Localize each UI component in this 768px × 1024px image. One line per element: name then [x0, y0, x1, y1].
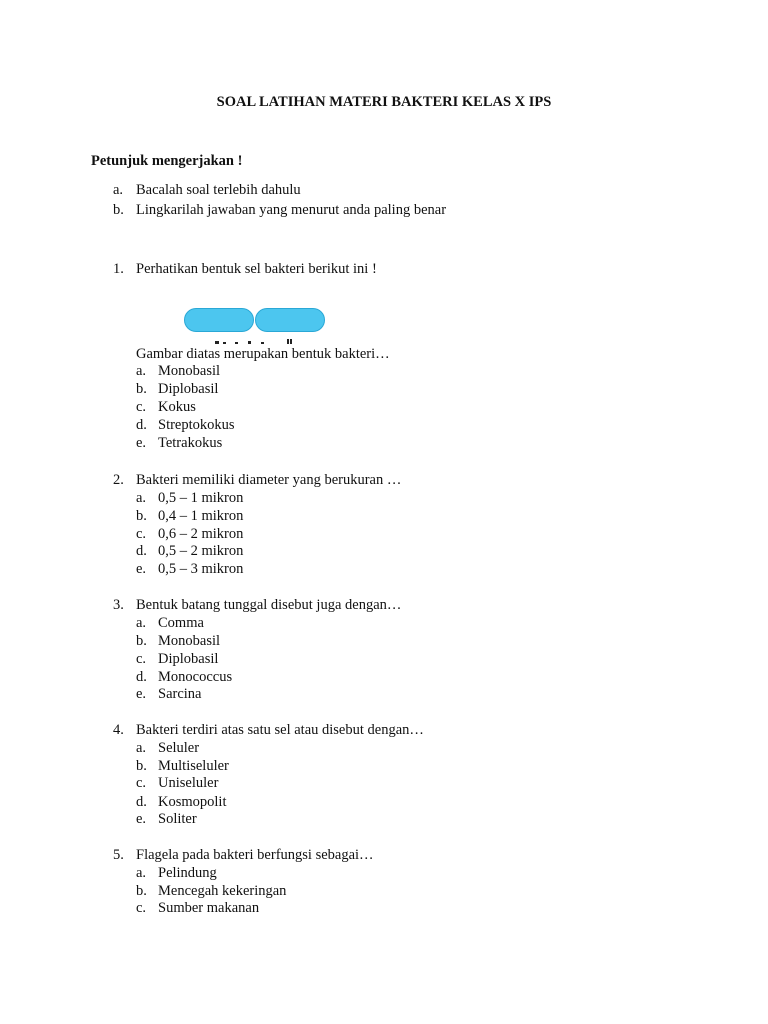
- option: [136, 739, 199, 757]
- instruction-text: Lingkarilah jawaban yang menurut anda paling benar: [136, 202, 447, 218]
- option-text: Diplobasil: [158, 651, 219, 667]
- option-text: 0,5 – 1 mikron: [158, 490, 244, 506]
- option-text: Kokus: [158, 399, 196, 415]
- bacteria-cell: [184, 308, 254, 332]
- cropped-label-marks: [215, 338, 295, 344]
- option-text: Streptokokus: [158, 417, 235, 433]
- question-5: [113, 846, 374, 864]
- option-text: 0,5 – 2 mikron: [158, 543, 244, 559]
- option: [136, 810, 197, 828]
- option: [136, 434, 222, 452]
- option-label: b.: [136, 381, 147, 397]
- question-2: [113, 471, 401, 489]
- option-label: e.: [136, 686, 147, 702]
- question-3: [113, 596, 401, 614]
- option-text: Mencegah kekeringan: [158, 883, 287, 899]
- option-text: Monobasil: [158, 363, 221, 379]
- instruction-item: [113, 201, 446, 219]
- option-text: Comma: [158, 615, 204, 631]
- option: [136, 614, 204, 632]
- option: [136, 560, 243, 578]
- question-text: Bentuk batang tunggal disebut juga dengan…: [136, 597, 402, 613]
- question-number: 3.: [113, 597, 124, 613]
- option-text: Soliter: [158, 811, 197, 827]
- option-label: e.: [136, 811, 147, 827]
- instruction-label: a.: [113, 182, 124, 198]
- option-label: d.: [136, 543, 147, 559]
- option-text: Diplobasil: [158, 381, 219, 397]
- option-text: Sarcina: [158, 686, 202, 702]
- question-number: 2.: [113, 472, 124, 488]
- question-number: 1.: [113, 261, 124, 277]
- option: [136, 489, 243, 507]
- option-text: Monococcus: [158, 669, 233, 685]
- option-text: Kosmopolit: [158, 794, 227, 810]
- option-text: Multiseluler: [158, 758, 229, 774]
- option: [136, 380, 218, 398]
- option-label: c.: [136, 399, 147, 415]
- option-label: a.: [136, 490, 147, 506]
- question-number: 5.: [113, 847, 124, 863]
- option-text: Uniseluler: [158, 775, 219, 791]
- option-text: 0,6 – 2 mikron: [158, 526, 244, 542]
- diplobacillus-illustration: [184, 307, 328, 335]
- option: [136, 899, 259, 917]
- instructions-heading: Petunjuk mengerjakan !: [91, 153, 243, 169]
- option-label: b.: [136, 508, 147, 524]
- question-text: Bakteri memiliki diameter yang berukuran …: [136, 472, 402, 488]
- option: [136, 525, 243, 543]
- option-text: Pelindung: [158, 865, 217, 881]
- option: [136, 398, 196, 416]
- page-title: SOAL LATIHAN MATERI BAKTERI KELAS X IPS: [216, 94, 552, 110]
- question-text: Flagela pada bakteri berfungsi sebagai…: [136, 847, 374, 863]
- option-text: Tetrakokus: [158, 435, 223, 451]
- option: [136, 685, 201, 703]
- option: [136, 668, 232, 686]
- option-text: Monobasil: [158, 633, 221, 649]
- option-label: a.: [136, 615, 147, 631]
- question-number: 4.: [113, 722, 124, 738]
- question-text: Perhatikan bentuk sel bakteri berikut ini !: [136, 261, 377, 277]
- option-label: b.: [136, 633, 147, 649]
- figure-caption: Gambar diatas merupakan bentuk bakteri…: [136, 346, 390, 362]
- option-label: c.: [136, 651, 147, 667]
- option-label: b.: [136, 758, 147, 774]
- question-4: [113, 721, 424, 739]
- option-label: c.: [136, 775, 147, 791]
- option-label: e.: [136, 561, 147, 577]
- option: [136, 632, 220, 650]
- option: [136, 757, 229, 775]
- option-label: a.: [136, 740, 147, 756]
- option: [136, 650, 218, 668]
- bacteria-cell: [255, 308, 325, 332]
- option-label: c.: [136, 900, 147, 916]
- instruction-label: b.: [113, 202, 124, 218]
- option: [136, 774, 218, 792]
- option-text: 0,4 – 1 mikron: [158, 508, 244, 524]
- option: [136, 416, 235, 434]
- option: [136, 362, 220, 380]
- option-label: a.: [136, 865, 147, 881]
- option-label: a.: [136, 363, 147, 379]
- option-label: b.: [136, 883, 147, 899]
- question-text: Bakteri terdiri atas satu sel atau disebut dengan…: [136, 722, 424, 738]
- option-text: Seluler: [158, 740, 200, 756]
- option-label: d.: [136, 669, 147, 685]
- option: [136, 507, 243, 525]
- option: [136, 793, 226, 811]
- option-label: c.: [136, 526, 147, 542]
- question-1: [113, 260, 377, 278]
- instruction-item: [113, 181, 301, 199]
- option-label: d.: [136, 417, 147, 433]
- option: [136, 864, 217, 882]
- option: [136, 542, 243, 560]
- option-text: Sumber makanan: [158, 900, 260, 916]
- option: [136, 882, 286, 900]
- option-label: d.: [136, 794, 147, 810]
- instruction-text: Bacalah soal terlebih dahulu: [136, 182, 301, 198]
- option-label: e.: [136, 435, 147, 451]
- option-text: 0,5 – 3 mikron: [158, 561, 244, 577]
